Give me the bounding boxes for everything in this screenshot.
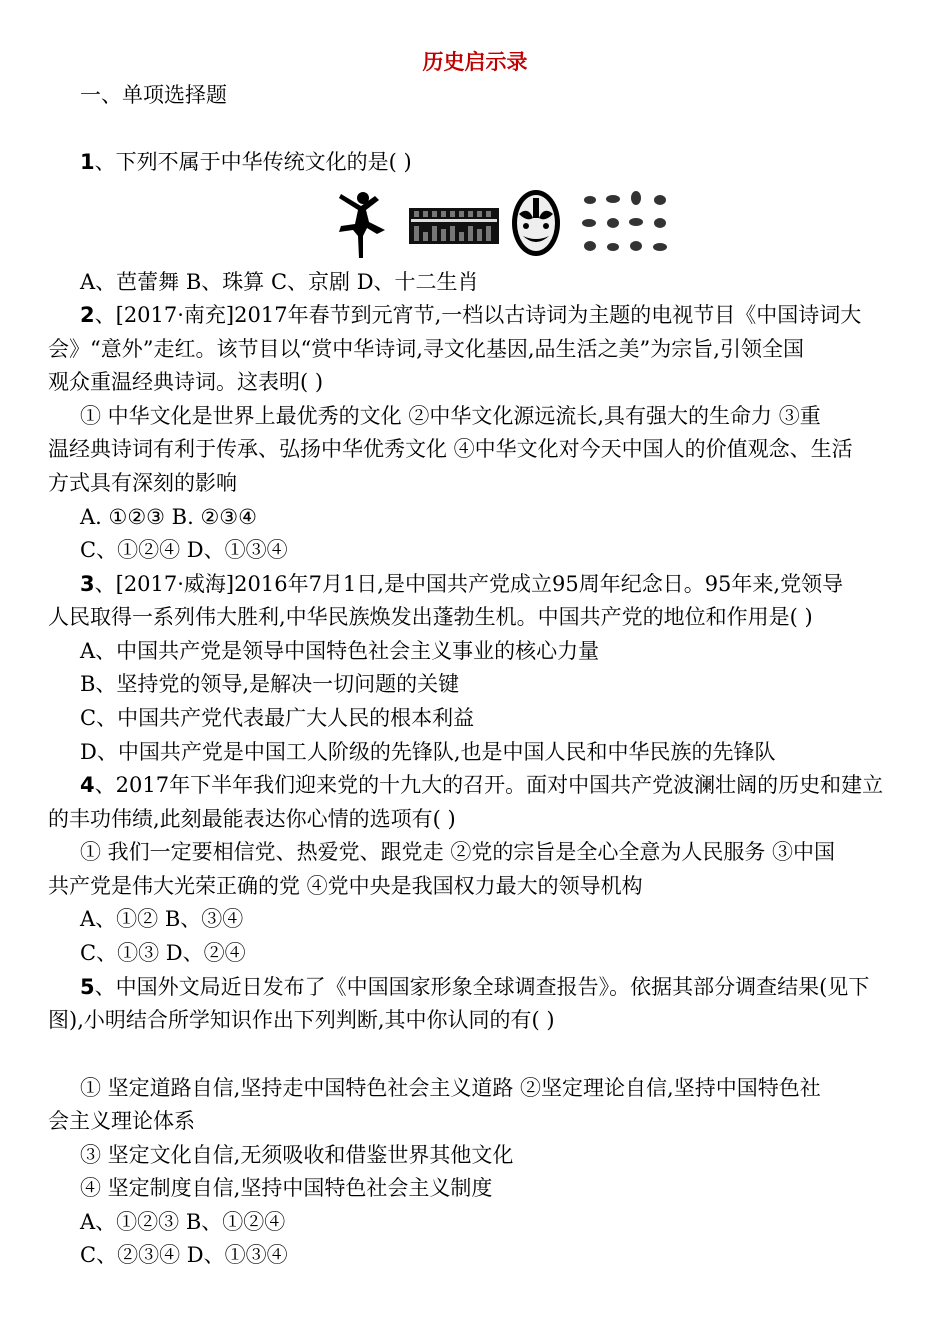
option-line: C、①②④ D、①③④ — [80, 538, 288, 562]
question-text: 、2017年下半年我们迎来党的十九大的召开。面对中国共产党波澜壮阔的历史和建立 — [94, 773, 884, 797]
section-heading: 一、单项选择题 — [80, 83, 227, 107]
question-number: 2 — [80, 303, 95, 327]
question-text: 图),小明结合所学知识作出下列判断,其中你认同的有( ) — [48, 1008, 555, 1032]
option-line: B、坚持党的领导,是解决一切问题的关键 — [80, 672, 460, 696]
question-text: 人民取得一系列伟大胜利,中华民族焕发出蓬勃生机。中国共产党的地位和作用是( ) — [48, 605, 813, 629]
question-1-options: A、芭蕾舞 B、珠算 C、京剧 D、十二生肖 — [80, 270, 479, 294]
peking-opera-mask-icon — [512, 190, 560, 256]
statement-line: ③ 坚定文化自信,无须吸收和借鉴世界其他文化 — [80, 1143, 514, 1167]
question-number: 3 — [80, 572, 95, 596]
question-5 — [80, 972, 869, 1002]
culture-images — [333, 186, 673, 260]
ballet-dancer-icon — [339, 192, 385, 258]
statement-line: 会主义理论体系 — [48, 1109, 195, 1133]
option-line: A、①②③ B、①②④ — [80, 1210, 286, 1234]
question-text: 会》“意外”走红。该节目以“赏中华诗词,寻文化基因,品生活之美”为宗旨,引领全国 — [48, 337, 804, 361]
option-line: A、中国共产党是领导中国特色社会主义事业的核心力量 — [80, 639, 600, 663]
question-number: 5 — [80, 975, 95, 999]
question-number: 1 — [80, 150, 95, 174]
statement-line: ① 中华文化是世界上最优秀的文化 ②中华文化源远流长,具有强大的生命力 ③重 — [80, 404, 821, 428]
statement-line: 共产党是伟大光荣正确的党 ④党中央是我国权力最大的领导机构 — [48, 874, 643, 898]
option-line: A、①② B、③④ — [80, 907, 244, 931]
statement-line: ① 坚定道路自信,坚持走中国特色社会主义道路 ②坚定理论自信,坚持中国特色社 — [80, 1076, 821, 1100]
option-line: C、中国共产党代表最广大人民的根本利益 — [80, 706, 475, 730]
question-2 — [80, 300, 861, 330]
statement-line: 温经典诗词有利于传承、弘扬中华优秀文化 ④中华文化对今天中国人的价值观念、生活 — [48, 437, 853, 461]
option-line: A. ①②③ B. ②③④ — [80, 505, 257, 529]
question-4 — [80, 770, 883, 800]
question-text: 、中国外文局近日发布了《中国国家形象全球调查报告》。依据其部分调查结果(见下 — [94, 975, 870, 999]
question-text: 、下列不属于中华传统文化的是( ) — [94, 150, 412, 174]
question-number: 4 — [80, 773, 95, 797]
option-line: D、中国共产党是中国工人阶级的先锋队,也是中国人民和中华民族的先锋队 — [80, 740, 776, 764]
statement-line: ④ 坚定制度自信,坚持中国特色社会主义制度 — [80, 1176, 493, 1200]
question-text: 的丰功伟绩,此刻最能表达你心情的选项有( ) — [48, 807, 456, 831]
question-text: 、[2017·威海]2016年7月1日,是中国共产党成立95周年纪念日。95年来,党领导 — [94, 572, 844, 596]
option-line: C、②③④ D、①③④ — [80, 1243, 288, 1267]
question-3 — [80, 569, 843, 599]
statement-line: ① 我们一定要相信党、热爱党、跟党走 ②党的宗旨是全心全意为人民服务 ③中国 — [80, 840, 836, 864]
question-text: 、[2017·南充]2017年春节到元宵节,一档以古诗词为主题的电视节目《中国诗词大 — [94, 303, 862, 327]
option-line: C、①③ D、②④ — [80, 941, 246, 965]
abacus-icon — [409, 208, 499, 244]
question-1 — [80, 147, 412, 177]
page-title: 历史启示录 — [422, 50, 528, 74]
question-text: 观众重温经典诗词。这表明( ) — [48, 370, 324, 394]
chinese-zodiac-icon — [582, 191, 667, 251]
statement-line: 方式具有深刻的影响 — [48, 471, 237, 495]
